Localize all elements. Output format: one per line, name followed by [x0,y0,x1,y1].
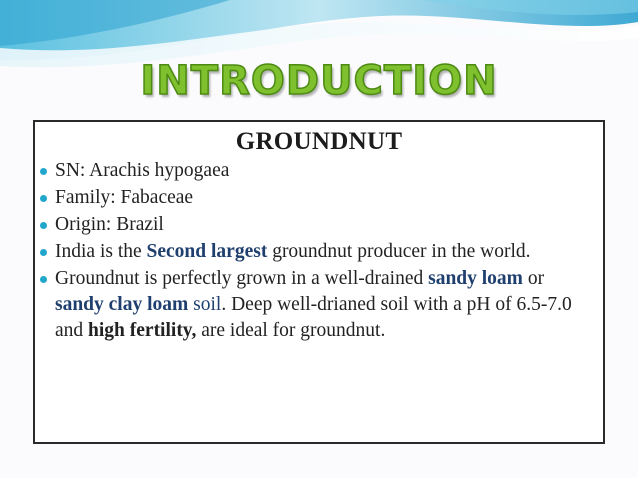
soil-highlight-sandy-clay-loam: sandy clay loam [55,294,189,315]
bullet-text-sn: SN: Arachis hypogaea [55,160,230,181]
content-box [33,120,605,444]
round-bullet-icon [40,168,47,175]
bullet-item-origin [35,212,603,238]
round-bullet-icon [40,249,47,256]
slide-title: INTRODUCTION [140,58,498,104]
bullet-item-sn [35,158,603,184]
soil-highlight-soil: soil [188,294,222,315]
bullet-item-soil [35,266,603,344]
india-text-post: groundnut producer in the world. [267,241,531,262]
round-bullet-icon [40,276,47,283]
round-bullet-icon [40,222,47,229]
india-highlight: Second largest [146,241,268,262]
round-bullet-icon [40,195,47,202]
bullet-item-family [35,185,603,211]
bullet-text-origin: Origin: Brazil [55,214,164,235]
india-text-pre: India is the [55,241,147,262]
soil-text-3: . Deep well-drianed soil with a pH of 6.5-7.0 and [55,294,572,341]
bullet-item-india [35,239,603,265]
soil-text-1: Groundnut is perfectly grown in a well-drained [55,268,429,289]
content-heading: GROUNDNUT [235,128,403,155]
soil-text-2: or [522,268,545,289]
bullet-text-family: Family: Fabaceae [55,187,194,208]
bullet-list [35,158,603,344]
soil-text-4: are ideal for groundnut. [196,320,386,341]
soil-highlight-fertility: high fertility, [88,320,197,341]
soil-highlight-sandy-loam: sandy loam [428,268,523,289]
